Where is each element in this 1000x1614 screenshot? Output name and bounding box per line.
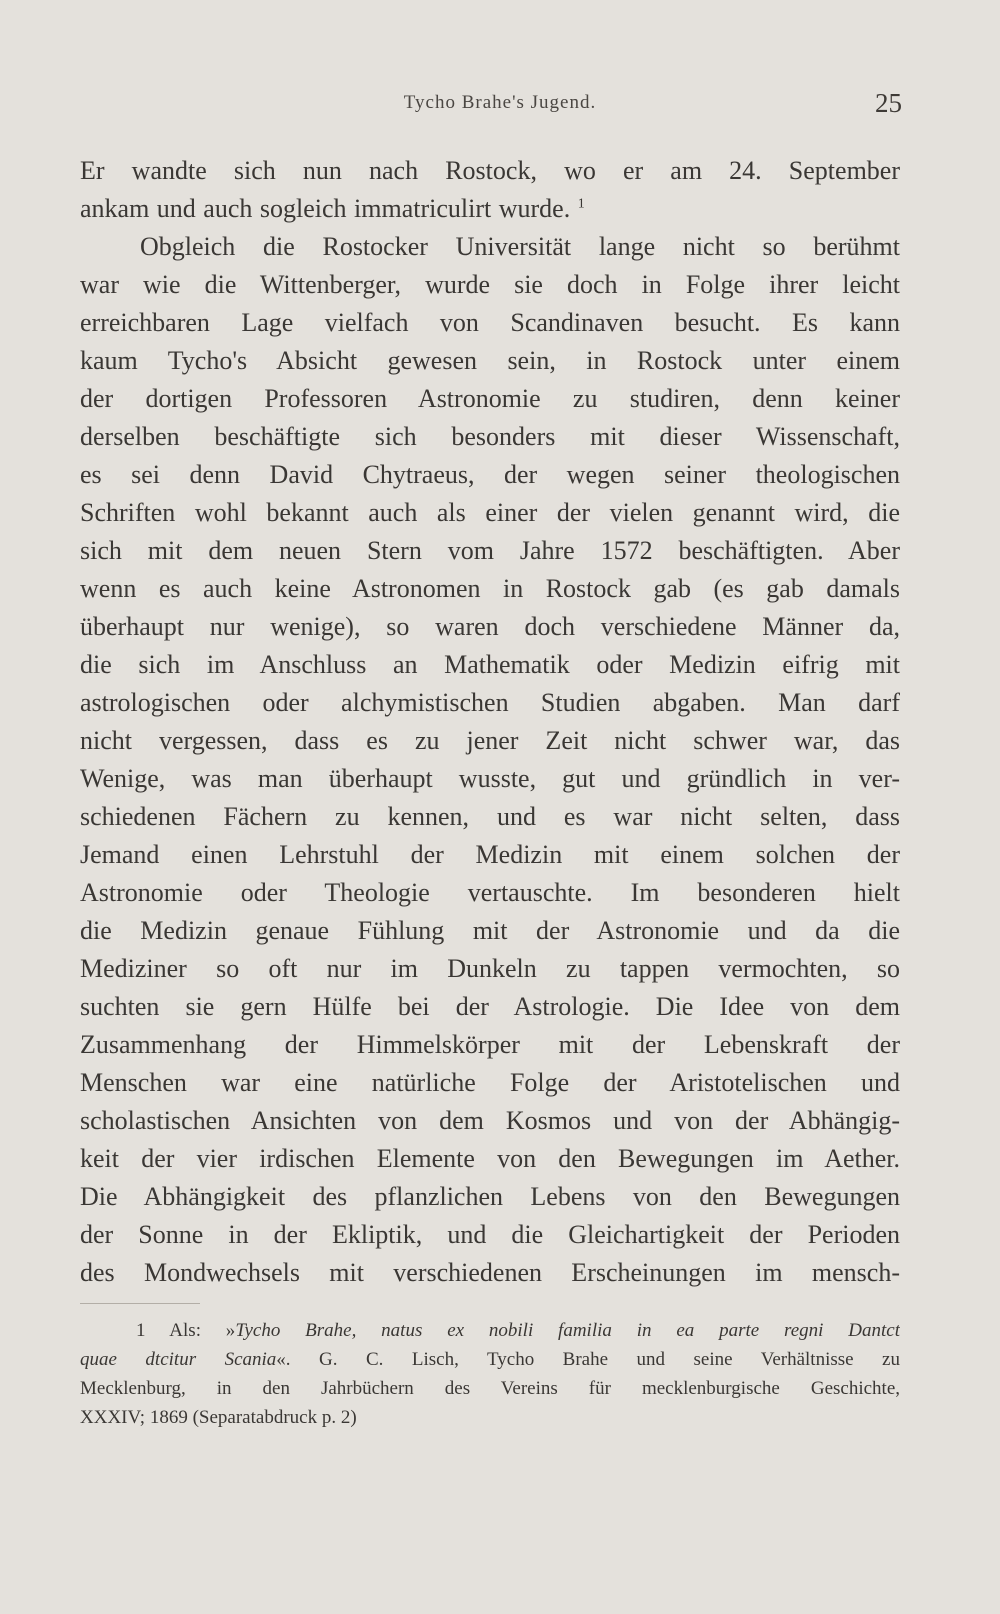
- text-line: war wie die Wittenberger, wurde sie doch in Folge ihrer leicht: [80, 270, 900, 299]
- text-line: der Sonne in der Ekliptik, und die Gleichartigkeit der Perioden: [80, 1220, 900, 1249]
- text-line: keit der vier irdischen Elemente von den Bewegungen im Aether.: [80, 1144, 900, 1173]
- footnote-citation: «. G. C. Lisch, Tycho Brahe und seine Verhältnisse zu: [276, 1349, 900, 1370]
- footnote-quote-italic: quae dtcitur Scania: [80, 1349, 277, 1370]
- text-line-content: ankam und auch sogleich immatriculirt wurde.: [80, 194, 571, 223]
- text-line: des Mondwechsels mit verschiedenen Erscheinungen im mensch-: [80, 1258, 900, 1287]
- text-line: die Medizin genaue Fühlung mit der Astronomie und da die: [80, 916, 900, 945]
- text-line: kaum Tycho's Absicht gewesen sein, in Rostock unter einem: [80, 346, 900, 375]
- footnote-line: [80, 1316, 900, 1345]
- text-line: Zusammenhang der Himmelskörper mit der Lebenskraft der: [80, 1030, 900, 1059]
- text-line: astrologischen oder alchymistischen Studien abgaben. Man darf: [80, 688, 900, 717]
- page-number: 25: [875, 88, 902, 118]
- footnote-lead: Als: »: [169, 1320, 236, 1341]
- footnote-line: Mecklenburg, in den Jahrbüchern des Vereins für mecklenburgische Geschichte,: [80, 1378, 900, 1399]
- text-line: Er wandte sich nun nach Rostock, wo er am 24. September: [80, 156, 900, 185]
- footnote: [80, 1316, 900, 1432]
- text-line: Die Abhängigkeit des pflanzlichen Lebens von den Bewegungen: [80, 1182, 900, 1211]
- body-text: [80, 152, 900, 1292]
- text-line: Astronomie oder Theologie vertauschte. Im besonderen hielt: [80, 878, 900, 907]
- text-line: suchten sie gern Hülfe bei der Astrologie. Die Idee von dem: [80, 992, 900, 1021]
- running-title: Tycho Brahe's Jugend.: [403, 92, 597, 113]
- text-line: nicht vergessen, dass es zu jener Zeit nicht schwer war, das: [80, 726, 900, 755]
- text-line: Menschen war eine natürliche Folge der Aristotelischen und: [80, 1068, 900, 1097]
- footnote-marker: 1: [136, 1320, 146, 1341]
- text-line: überhaupt nur wenige), so waren doch verschiedene Männer da,: [80, 612, 900, 641]
- text-line: der dortigen Professoren Astronomie zu studiren, denn keiner: [80, 384, 900, 413]
- footnote-line: XXXIV; 1869 (Separatabdruck p. 2): [80, 1407, 357, 1428]
- footnote-separator: [80, 1303, 200, 1304]
- text-line: wenn es auch keine Astronomen in Rostock gab (es gab damals: [80, 574, 900, 603]
- text-line: Wenige, was man überhaupt wusste, gut und gründlich in ver-: [80, 764, 900, 793]
- text-line: Jemand einen Lehrstuhl der Medizin mit einem solchen der: [80, 840, 900, 869]
- text-line: scholastischen Ansichten von dem Kosmos und von der Abhängig-: [80, 1106, 900, 1135]
- text-line: Schriften wohl bekannt auch als einer der vielen genannt wird, die: [80, 498, 900, 527]
- text-line: erreichbaren Lage vielfach von Scandinaven besucht. Es kann: [80, 308, 900, 337]
- text-line: es sei denn David Chytraeus, der wegen seiner theologischen: [80, 460, 900, 489]
- text-line: sich mit dem neuen Stern vom Jahre 1572 beschäftigten. Aber: [80, 536, 900, 565]
- text-line: die sich im Anschluss an Mathematik oder Medizin eifrig mit: [80, 650, 900, 679]
- text-line: derselben beschäftigte sich besonders mit dieser Wissenschaft,: [80, 422, 900, 451]
- footnote-quote-italic: Tycho Brahe, natus ex nobili familia in ea parte regni Dantct: [235, 1320, 900, 1341]
- text-line: schiedenen Fächern zu kennen, und es war nicht selten, dass: [80, 802, 900, 831]
- text-line: Obgleich die Rostocker Universität lange nicht so berühmt: [140, 232, 900, 261]
- text-line: Mediziner so oft nur im Dunkeln zu tappen vermochten, so: [80, 954, 900, 983]
- text-line-with-footnote-ref: [80, 190, 900, 228]
- footnote-reference: 1: [577, 196, 585, 212]
- footnote-line: [80, 1345, 900, 1374]
